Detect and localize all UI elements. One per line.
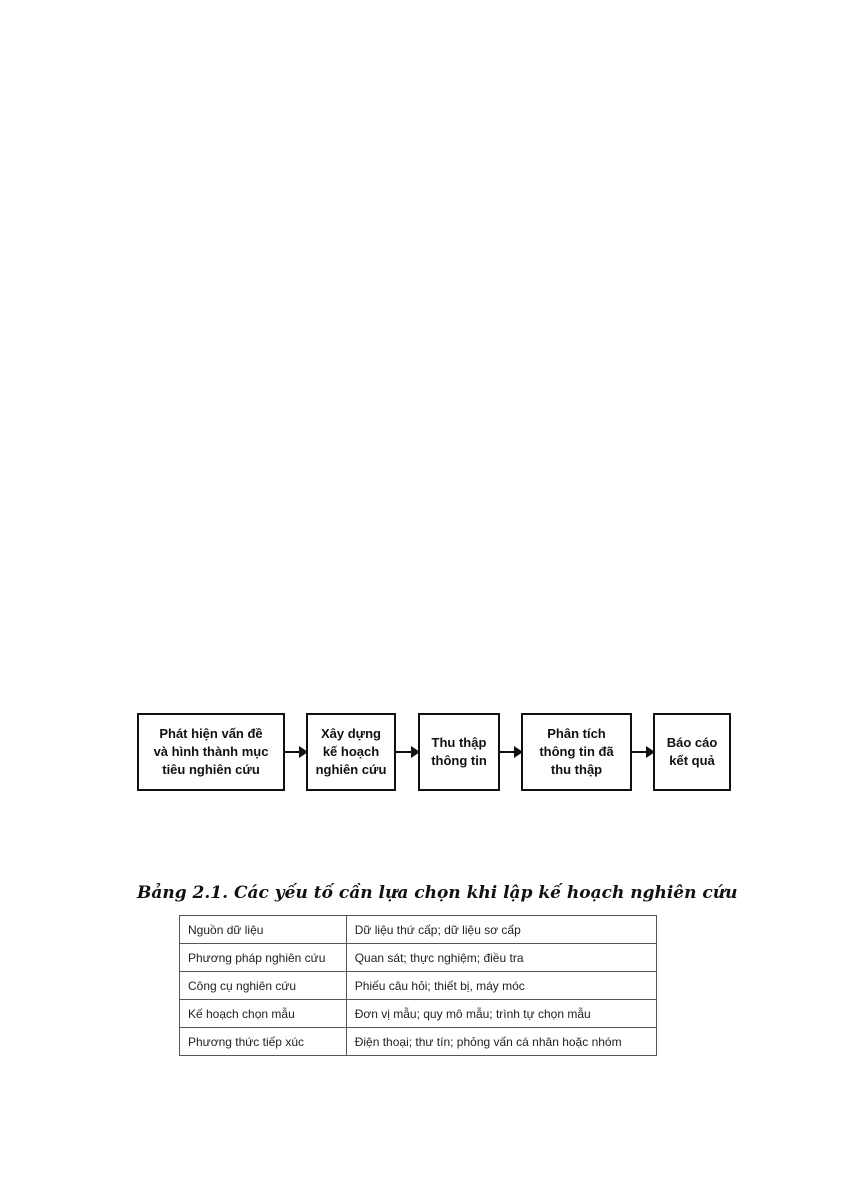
step-box-5 <box>653 713 731 791</box>
table-cell-factor: Phương thức tiếp xúc <box>180 1028 347 1056</box>
step-arrow-3 <box>500 751 521 753</box>
table-row <box>180 916 657 944</box>
research-plan-table <box>179 915 657 1056</box>
step-box-4 <box>521 713 632 791</box>
step-box-1 <box>137 713 285 791</box>
step-label-2: Xây dựng kế hoạch nghiên cứu <box>315 726 387 777</box>
step-label-5: Báo cáo kết quả <box>666 735 718 768</box>
table-row <box>180 1028 657 1056</box>
step-label-1: Phát hiện vấn đề và hình thành mục tiêu nghiên cứu <box>153 726 269 777</box>
table-cell-options: Phiếu câu hỏi; thiết bị, máy móc <box>346 972 656 1000</box>
table-row <box>180 944 657 972</box>
table-cell-options: Quan sát; thực nghiệm; điều tra <box>346 944 656 972</box>
step-arrow-2 <box>396 751 418 753</box>
step-box-3 <box>418 713 500 791</box>
table-caption: Bảng 2.1. Các yếu tố cần lựa chọn khi lập kế hoạch nghiên cứu <box>137 883 738 903</box>
table-cell-options: Đơn vị mẫu; quy mô mẫu; trình tự chọn mẫu <box>346 1000 656 1028</box>
table-cell-factor: Công cụ nghiên cứu <box>180 972 347 1000</box>
table-row <box>180 1000 657 1028</box>
step-box-2 <box>306 713 396 791</box>
step-label-3: Thu thập thông tin <box>431 735 487 768</box>
step-arrow-1 <box>285 751 306 753</box>
table-cell-options: Điện thoại; thư tín; phỏng vấn cá nhân hoặc nhóm <box>346 1028 656 1056</box>
step-arrow-4 <box>632 751 653 753</box>
table-cell-factor: Kế hoạch chọn mẫu <box>180 1000 347 1028</box>
table-cell-factor: Phương pháp nghiên cứu <box>180 944 347 972</box>
table-cell-options: Dữ liệu thứ cấp; dữ liệu sơ cấp <box>346 916 656 944</box>
table-cell-factor: Nguồn dữ liệu <box>180 916 347 944</box>
step-label-4: Phân tích thông tin đã thu thập <box>539 726 614 777</box>
table-row <box>180 972 657 1000</box>
